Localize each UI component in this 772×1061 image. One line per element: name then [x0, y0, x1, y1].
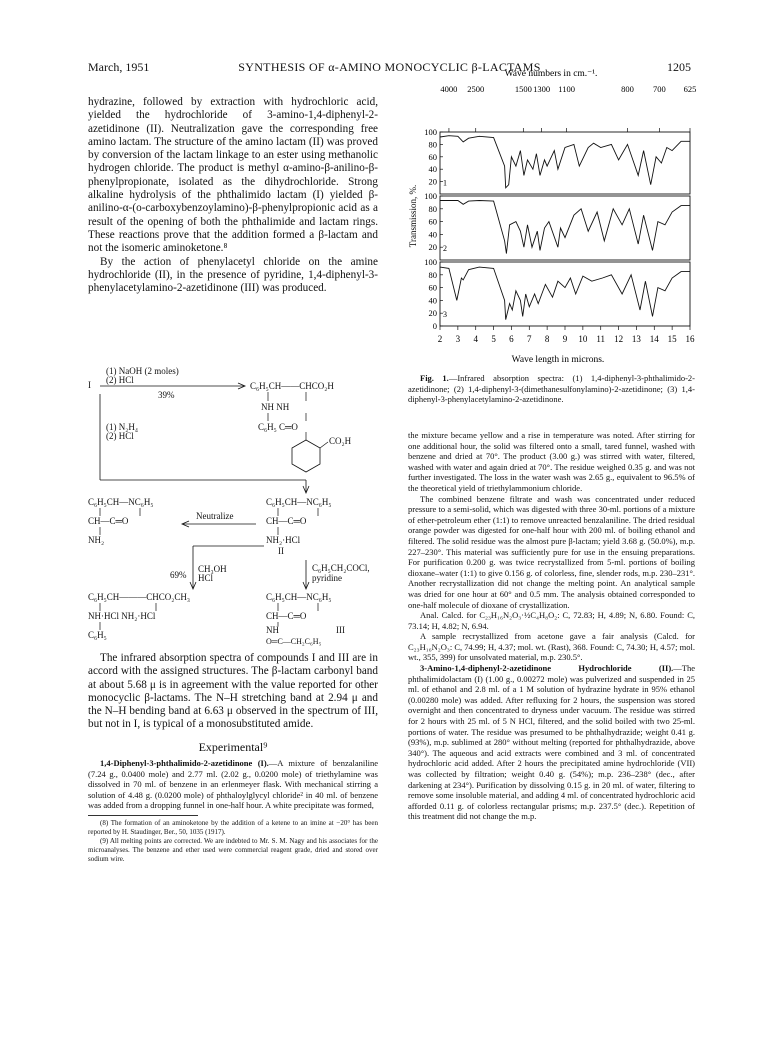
y-axis-label: Transmission, %. — [408, 184, 418, 248]
compound-III-label: III — [336, 625, 345, 635]
y-tick-label: 20 — [428, 176, 437, 187]
top-tick-label: 625 — [683, 84, 697, 94]
panel-label: 1 — [443, 178, 447, 188]
carboxyl-group: CO₂H — [329, 436, 352, 446]
x-tick-label: 7 — [527, 334, 532, 344]
reaction-scheme — [88, 368, 378, 644]
top-axis-ticks — [440, 84, 696, 132]
x-tick-label: 16 — [685, 334, 695, 344]
compound-III-formula: C₆H₅CH—NC₆H₅ — [266, 592, 332, 602]
yield-text: 39% — [158, 390, 175, 400]
y-tick-label: 40 — [428, 229, 437, 240]
paragraph: The combined benzene filtrate and wash was concentrated under reduced pressure to a semi-solid, which was digested with three 30-ml. portions of a mixture of ether-petroleum ether (1:1) to remove unreacted benzalaniline. The dried residual orange powder was digested for one-half hour with 200 ml. of boiling ethanol and filtered. The solid residue was the almost pure β-lactam; yield 3.68 g. (50.0%), m.p. 227–230°. This material was sufficiently pure for use in the ensuing preparations. For purification 0.200 g. was twice recrystallized from 5-ml. portions of boiling dioxane–water (1:1) to give 0.156 g. of colorless, fine, slender rods, m.p. 230–231°. Another recrystallization did not change the melting point. An analytical sample was dried for one hour at 60° and 0.5 mm. The analysis obtained corresponded to one-half molecule of dioxane of crystallization. — [408, 493, 695, 610]
spectrum-frame — [440, 132, 690, 194]
spectrum-line — [440, 201, 690, 254]
paragraph: The infrared absorption spectra of compounds I and III are in accord with the assigned structures. The β-lactam carbonyl band at about 5.68 μ is in agreement with the value reported for other monocyclic β-lactams. The N–H stretching band at 2.94 μ and the N–H bending band at 6.63 μ observed in the spectrum of III, but not in I, is typical of a monosubstituted amide. — [88, 652, 378, 731]
compound-III-formula: O═C—CH₂C₆H₅ — [266, 637, 322, 646]
reagent-text: (2) HCl — [106, 375, 134, 385]
lactam-formula: C₆H₅CH—NC₆H₅ — [88, 497, 154, 507]
reagent-text: pyridine — [312, 573, 342, 583]
reagent-text: C₆H₅CH₂COCl, — [312, 563, 370, 573]
product-formula: NH NH — [261, 402, 290, 412]
x-tick-label: 4 — [473, 334, 478, 344]
figure-caption — [408, 373, 695, 405]
y-tick-label: 40 — [428, 164, 437, 175]
y-tick-label: 40 — [428, 295, 437, 306]
compound-II-formula: NH₂·HCl — [266, 535, 301, 545]
reagent-text: (2) HCl — [106, 431, 134, 441]
header-date: March, 1951 — [88, 60, 150, 74]
chart-title: Wave numbers in cm.⁻¹. — [504, 69, 598, 79]
y-tick-label: 80 — [428, 139, 437, 150]
footnote: (8) The formation of an aminoketone by the addition of a ketene to an imine at −20° has been reported by H. Staudinger, Ber., 50, 1035 (1917). — [88, 819, 378, 837]
spectrum-line — [440, 136, 690, 188]
spectrum-panels — [424, 127, 690, 331]
x-axis-ticks — [438, 326, 695, 344]
paragraph: the mixture became yellow and a rise in temperature was noted. After stirring for one additional hour, the solid was filtered onto a small, tared funnel, washed with benzene and dried at 70°. The product (3.00 g.) was stirred with water, filtered, washed with water and again dried at 70°. The residue weighed 0.35 g. and was not further investigated. The loss in the water wash was 2.65 g., equivalent to 96.5% of the theoretical yield of triethylammonium chloride. — [408, 430, 695, 493]
ester-formula: NH·HCl NH₂·HCl — [88, 611, 156, 621]
reagent-text: (1) NaOH (2 moles) — [106, 366, 179, 376]
header-title: SYNTHESIS OF α-AMINO MONOCYCLIC β-LACTAMS — [238, 60, 541, 74]
top-tick-label: 800 — [621, 84, 634, 94]
x-tick-label: 15 — [667, 334, 677, 344]
paragraph: By the action of phenylacetyl chloride on the amine hydrochloride (II), in the presence of pyridine, 1,4-diphenyl-3-phenylacetylamino-2-azetidinone (III) was produced. — [88, 255, 378, 295]
y-tick-label: 20 — [428, 308, 437, 319]
top-tick-label: 2500 — [467, 84, 485, 94]
section-heading: Experimental⁹ — [198, 739, 268, 754]
y-tick-label: 100 — [424, 191, 437, 201]
compound-III-formula: NH — [266, 625, 279, 635]
x-tick-label: 3 — [455, 334, 461, 344]
spectrum-line — [440, 267, 690, 320]
paragraph — [408, 663, 695, 822]
caption-label: Fig. 1. — [420, 373, 449, 383]
x-tick-label: 6 — [509, 334, 514, 344]
x-tick-label: 13 — [631, 334, 641, 344]
reagent-text: (1) N₂H₄ — [106, 422, 139, 432]
x-tick-label: 2 — [437, 334, 443, 344]
paragraph: hydrazine, followed by extraction with hydrochloric acid, yielded the hydrochloride of 3-amino-1,4-diphenyl-2-azetidinone (II). Neutralization gave the corresponding free amino lactam. The structure of the amino lactam (II) was proved by conversion of the lactam linkage to an ester using methanolic hydrogen chloride. The product is methyl α-amino-β-anilino-β-phenylpropionate, isolated as the dihydrochloride. Strong alkaline hydrolysis of the phthalimido lactam (I) yielded β-anilino-α-(o-carboxybenzoylamino)-β-phenylpropionic acid as a result of the opening of both the phthalimide and lactam rings. These reactions prove that the addition formed a β-lactam and not the isomeric aminoketone.⁸ — [88, 96, 378, 255]
reagent-text: CH₃OH — [198, 564, 227, 574]
reagent-text: Neutralize — [196, 511, 234, 521]
product-formula: C₆H₅ C═O — [258, 422, 298, 432]
bond-line — [320, 442, 328, 448]
compound-II-formula: C₆H₅CH—NC₆H₅ — [266, 497, 332, 507]
compound-I-label: I — [88, 380, 91, 390]
y-tick-label: 80 — [428, 269, 437, 280]
y-tick-label: 0 — [432, 321, 437, 331]
product-formula: C₆H₅CH——CHCO₂H — [250, 381, 334, 391]
yield-text: 69% — [170, 570, 187, 580]
ester-formula: C₆H₅CH———CHCO₂CH₃ — [88, 592, 191, 602]
benzene-ring — [292, 440, 320, 472]
paragraph — [88, 758, 378, 811]
paragraph: A sample recrystallized from acetone gave a fair analysis (Calcd. for C₂₃H₁₆N₂O₃: C, 74.99; H, 4.37; mol. wt. (Rast), 368. Found: C, 74.30; H, 4.57; mol. wt., 355, 399) for unsolvated material, m.p. 230.5°. — [408, 631, 695, 663]
ester-formula: C₆H₅ — [88, 630, 107, 640]
panel-label: 2 — [443, 244, 447, 254]
y-tick-label: 80 — [428, 203, 437, 214]
paragraph-text: —The phthalimidolactam (I) (1.00 g., 0.00272 mole) was pulverized and suspended in 25 ml. of ethanol and 2.8 ml. of a 1 M solution of hydrazine hydrate in 95% ethanol (0.00280 mole) was added. After refluxing for 2 hours, the suspension was stored overnight and then concentrated to dryness under vacuum. The residue was stirred for 2 hours with 25 ml. of 5 N HCl, filtered, and the solid boiled with two 25-ml. portions of water. The residue was presumed to be phthalhydrazide; weight 0.41 g. (93%), m.p. sublimed at 280° without melting (reported for phthalhydrazide, above 340°). The aqueous and acid extracts were combined and 3 ml. of concentrated hydrochloric acid added. After 2 hours the precipitated amine hydrochloride (VII) was collected by filtration; weight 0.40 g. (54%); m.p. 236–238° (dec., after darkening at 234°). Purification by dissolving 0.15 g. in 20 ml. of water, filtering to remove some insoluble material, and adding 4 ml. of concentrated hydrochloric acid afforded 0.11 g. of colorless rectangular prisms; m.p. 237.5° (dec.). Repetition of this treatment did not change the m.p. — [408, 663, 695, 822]
y-tick-label: 60 — [428, 282, 437, 293]
compound-heading: 1,4-Diphenyl-3-phthalimido-2-azetidinone (I). — [100, 758, 269, 769]
top-tick-label: 1300 — [533, 84, 551, 94]
x-tick-label: 11 — [596, 334, 606, 344]
left-column-top — [88, 96, 378, 295]
x-tick-label: 10 — [578, 334, 588, 344]
compound-II-formula: CH—C═O — [266, 516, 307, 526]
compound-III-formula: CH—C═O — [266, 611, 307, 621]
panel-label: 3 — [443, 310, 447, 320]
caption-text: —Infrared absorption spectra: (1) 1,4-diphenyl-3-phthalimido-2-azetidinone; (2) 1,4-diphenyl-3-(dimethanesulfonylamino)-2-azetidinone; (3) 1,4-diphenyl-3-phenylacetylamino-2-azetidinone. — [408, 373, 695, 405]
paragraph-text: —A mixture of benzalaniline (7.24 g., 0.0400 mole) and 2.77 ml. (2.02 g., 0.0200 mole) of triethylamine was dissolved in 70 ml. of benzene in an erlenmeyer flask. With mechanical stirring a solution of 4.48 g. (0.0200 mole) of phthaloylglycyl chloride² in 40 ml. of benzene was added from a dropping funnel in one-half hour. A white precipitate was formed, — [88, 758, 378, 811]
x-axis-label: Wave length in microns. — [511, 355, 605, 365]
top-tick-label: 1100 — [558, 84, 575, 94]
x-tick-label: 14 — [649, 334, 659, 344]
x-tick-label: 5 — [491, 334, 496, 344]
page-number: 1205 — [667, 60, 691, 74]
lactam-formula: NH₂ — [88, 535, 105, 545]
footnote-rule — [88, 815, 198, 816]
x-tick-label: 9 — [562, 334, 568, 344]
analysis-paragraph: Anal. Calcd. for C₂₃H₁₆N₂O₃·½C₄H₈O₂: C, 72.83; H, 4.89; N, 6.80. Found: C, 73.14; H, 4.82; N, 6.94. — [408, 610, 695, 631]
top-tick-label: 700 — [653, 84, 666, 94]
compound-II-label: II — [278, 546, 284, 556]
y-tick-label: 100 — [424, 127, 437, 137]
top-tick-label: 1500 — [514, 84, 532, 94]
x-tick-label: 8 — [544, 334, 550, 344]
y-tick-label: 100 — [424, 257, 437, 267]
reagent-text: HCl — [198, 573, 214, 583]
y-tick-label: 20 — [428, 242, 437, 253]
y-tick-label: 60 — [428, 151, 437, 162]
top-tick-label: 4000 — [440, 84, 458, 94]
right-column-text — [408, 430, 695, 822]
x-tick-label: 12 — [614, 334, 624, 344]
left-column-bottom — [88, 652, 378, 864]
footnote: (9) All melting points are corrected. We are indebted to Mr. S. M. Nagy and his associates for the microanalyses. The benzene and ether used were commercial reagent grade, dried and stored over sodium wire. — [88, 837, 378, 864]
compound-heading: 3-Amino-1,4-diphenyl-2-azetidinone Hydrochloride (II). — [420, 663, 674, 674]
y-tick-label: 60 — [428, 216, 437, 227]
ir-spectrum-chart — [408, 66, 695, 366]
lactam-formula: CH—C═O — [88, 516, 129, 526]
